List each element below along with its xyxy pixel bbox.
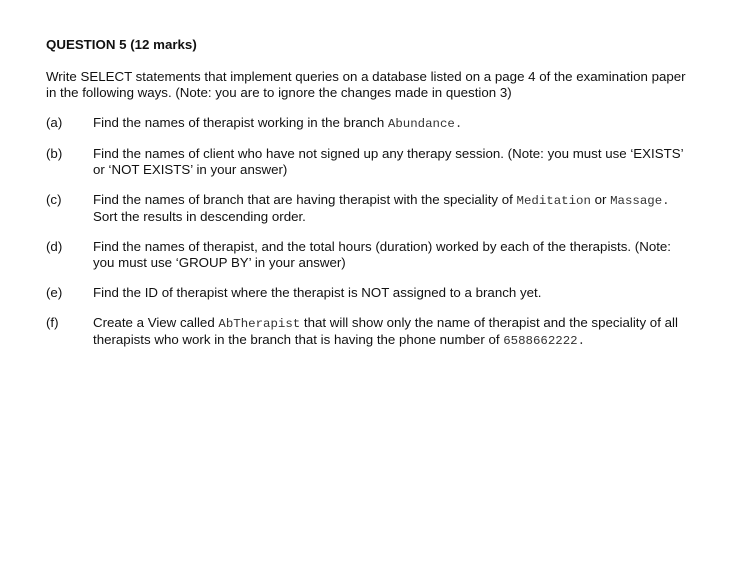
text-segment: Find the names of therapist working in the branch xyxy=(93,115,388,130)
question-heading: QUESTION 5 (12 marks) xyxy=(46,37,197,52)
text-segment: Find the ID of therapist where the therapist is NOT assigned to a branch yet. xyxy=(93,285,542,300)
text-segment: Find the names of branch that are having therapist with the speciality of xyxy=(93,192,517,207)
sub-question-f xyxy=(46,315,694,349)
text-segment: Find the names of client who have not signed up any therapy session. (Note: you must use ‘EXISTS’ or ‘NOT EXISTS’ in your answer) xyxy=(93,146,684,177)
sub-question-a xyxy=(46,115,694,132)
sub-question-text xyxy=(93,285,694,301)
text-segment: . xyxy=(454,117,463,131)
sub-question-label: (a) xyxy=(46,115,63,130)
text-segment: Create a View called xyxy=(93,315,219,330)
code-segment: AbTherapist xyxy=(218,317,301,331)
code-segment: Massage. xyxy=(610,194,670,208)
text-segment: Find the names of therapist, and the total hours (duration) worked by each of the therapists. (Note: you must use ‘GROUP BY’ in your answer) xyxy=(93,239,671,270)
sub-question-text xyxy=(93,115,694,132)
sub-question-text xyxy=(93,192,694,225)
code-segment: Meditation xyxy=(516,194,591,208)
sub-question-c xyxy=(46,192,694,225)
text-segment: that will show only the name of therapist and the speciality of all therapists who work in the branch that is having the phone number of xyxy=(93,315,678,347)
question-intro: Write SELECT statements that implement queries on a database listed on a page 4 of the examination paper in the following ways. (Note: you are to ignore the changes made in question 3) xyxy=(46,69,686,100)
sub-question-label: (f) xyxy=(46,315,59,330)
text-segment: or xyxy=(590,192,611,207)
code-segment: 6588662222. xyxy=(503,334,586,348)
sub-question-d xyxy=(46,239,694,271)
exam-page xyxy=(46,37,694,349)
code-segment: Abundance xyxy=(387,117,455,131)
sub-question-b xyxy=(46,146,694,178)
sub-question-text xyxy=(93,239,694,271)
sub-question-text xyxy=(93,315,694,349)
sub-question-text xyxy=(93,146,694,178)
sub-question-label: (e) xyxy=(46,285,63,300)
sub-question-e xyxy=(46,285,694,301)
sub-question-label: (b) xyxy=(46,146,63,161)
sub-question-label: (c) xyxy=(46,192,62,207)
sub-question-label: (d) xyxy=(46,239,63,254)
text-segment: Sort the results in descending order. xyxy=(93,209,306,224)
